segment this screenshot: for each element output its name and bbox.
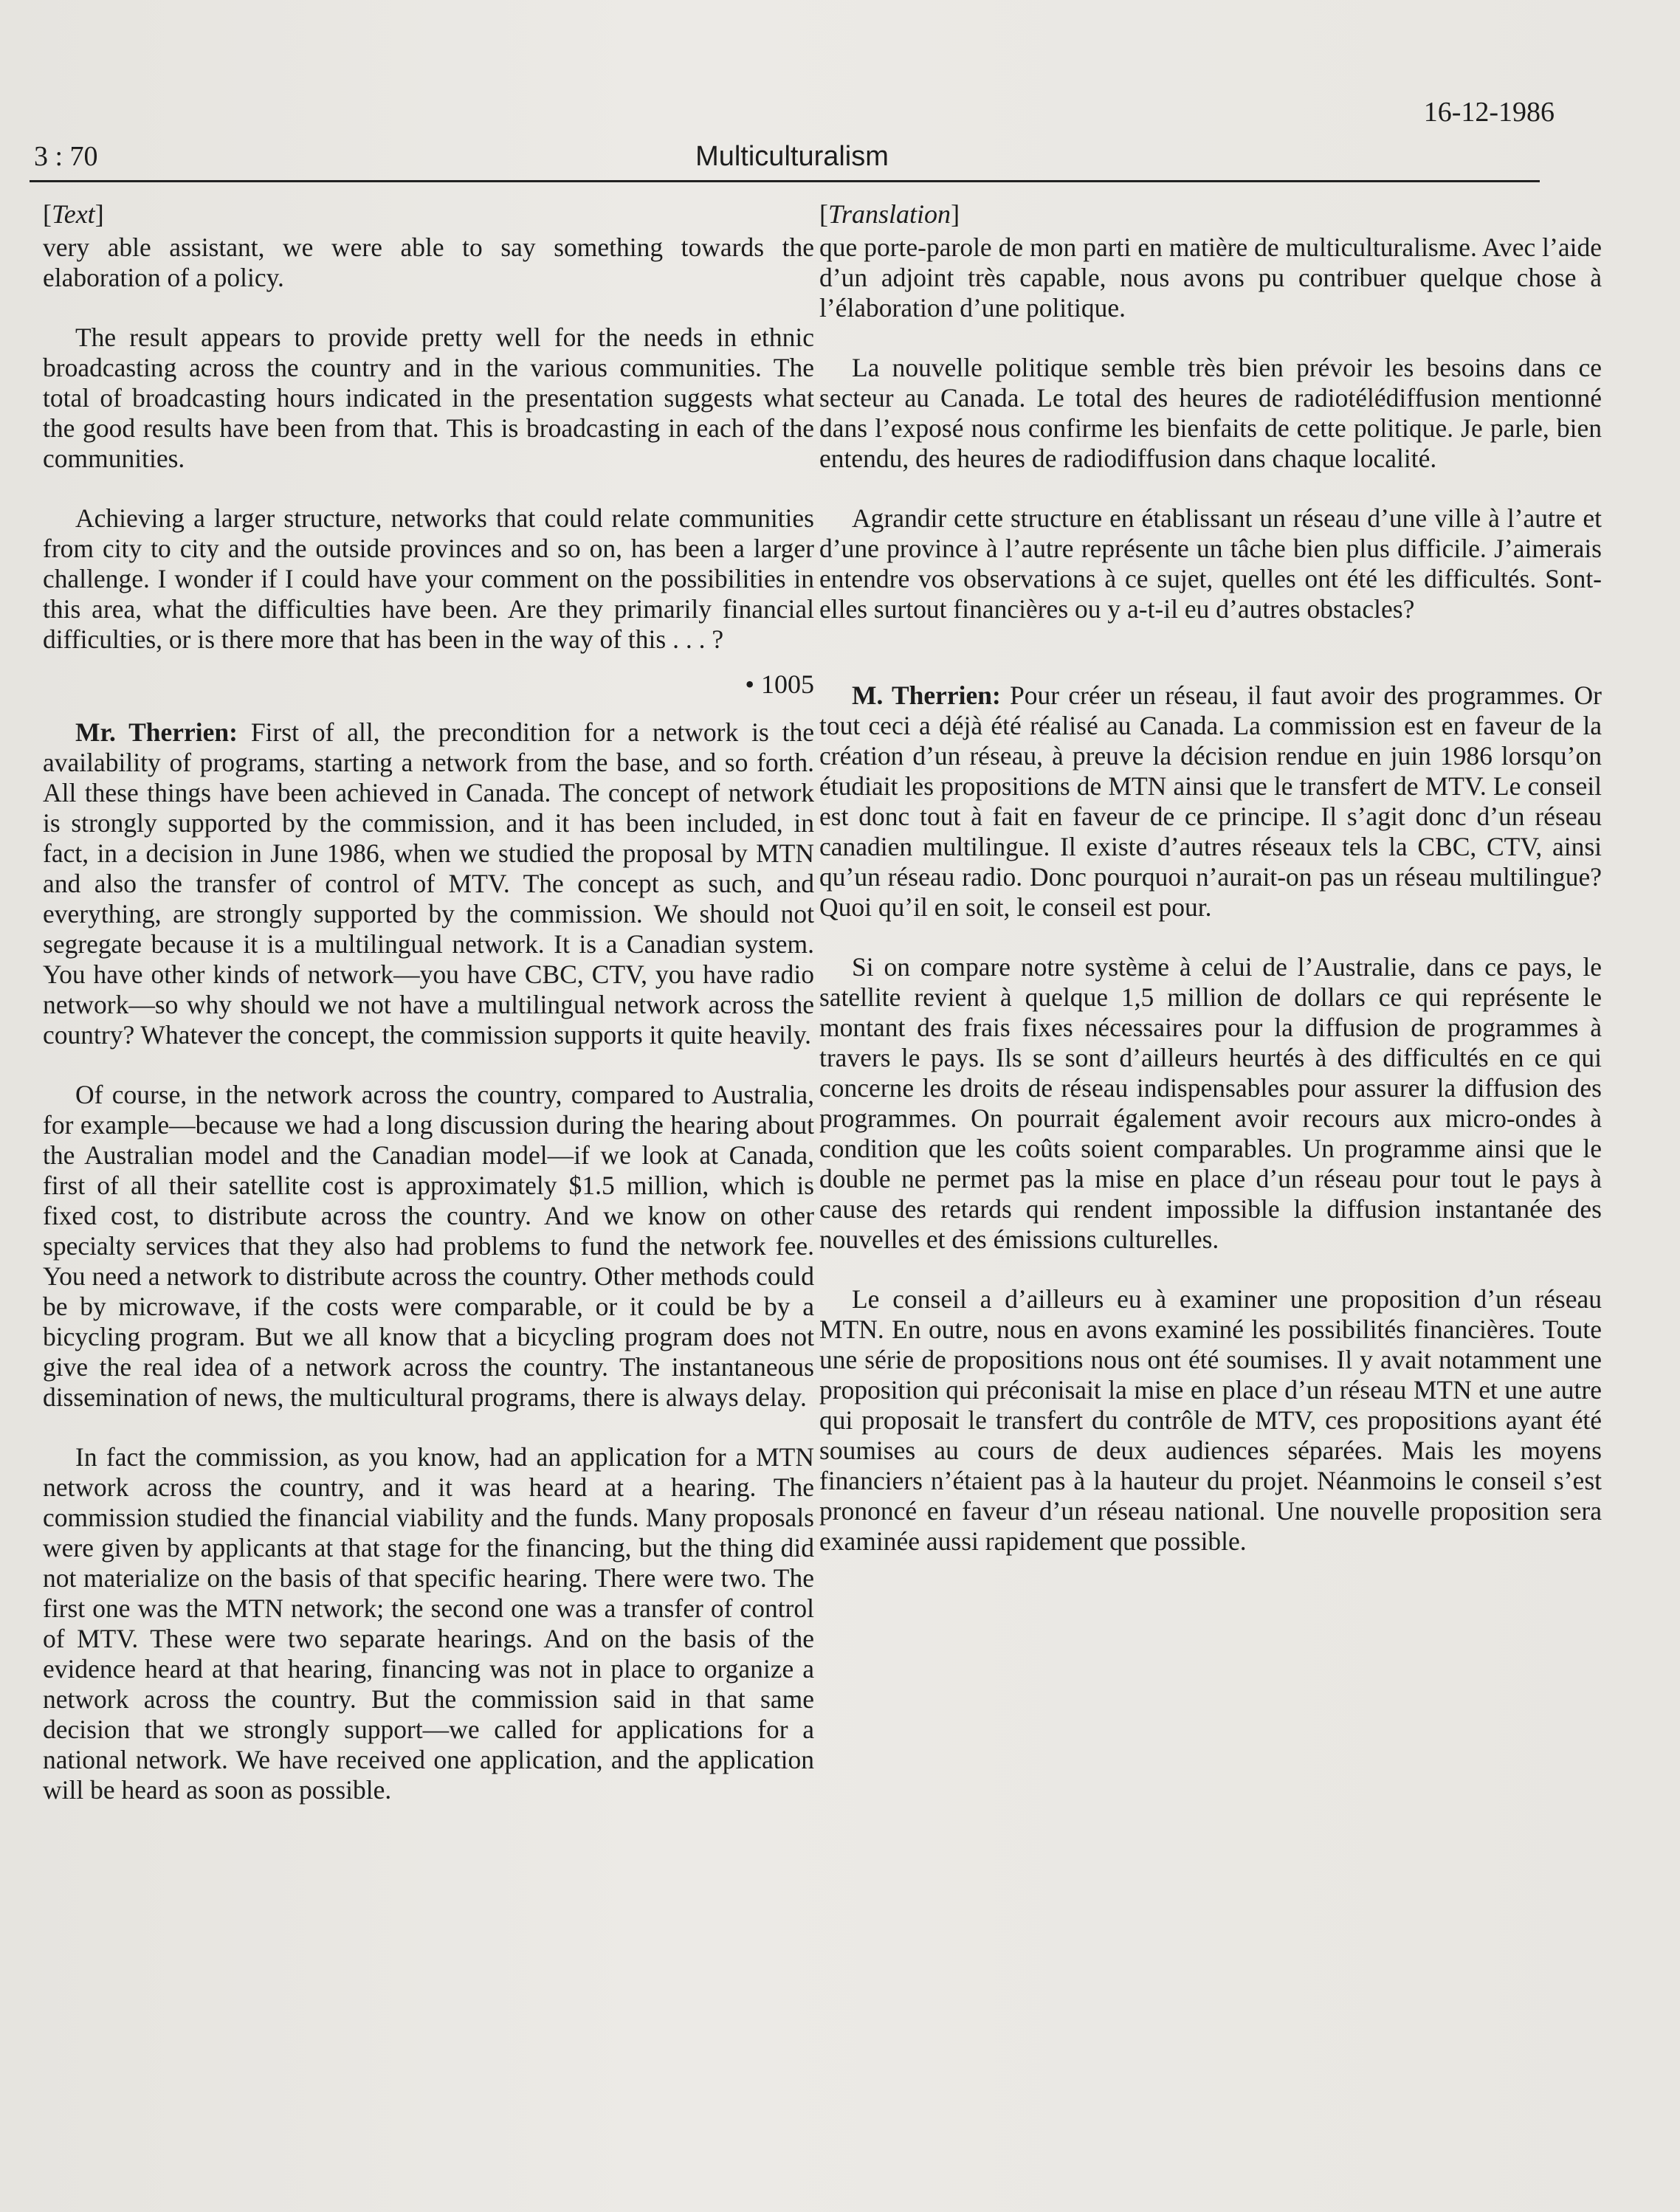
paragraph: Of course, in the network across the country, compared to Australia, for example—because we had a long discussion during the hearing about the Australian model and the Canadian model—if we look at Canada, first of all their satellite cost is approximately $1.5 million, which is fixed cost, to distribute across the country. And we know on other specialty services that they also had problems to fund the network fee. You need a network to distribute across the country. Other methods could be by microwave, if the costs were comparable, or it could be by a bicycling program. But we all know that a bicycling program does not give the real idea of a network across the country. The instantaneous dissemination of news, the multicultural programs, there is always delay. (43, 1080, 814, 1412)
section-tag: [Text] (43, 199, 104, 229)
timestamp: • 1005 (745, 669, 814, 699)
page-number: 3 : 70 (34, 141, 98, 172)
english-column (43, 199, 814, 1835)
speaker-name: Mr. Therrien: (75, 717, 238, 747)
sitting-date: 16-12-1986 (1423, 97, 1555, 128)
paragraph: Agrandir cette structure en établissant un réseau d’une ville à l’autre et d’une province à l’autre représente un tâche bien plus difficile. J’aimerais entendre vos observations à ce sujet, quelles ont été les difficultés. Sont-elles surtout financières ou y a-t-il eu d’autres obstacles? (819, 503, 1602, 624)
french-column (819, 199, 1602, 1586)
speech-text: First of all, the precondition for a network is the availability of programs, starting a network from the base, and so forth. All these things have been achieved in Canada. The concept of network is strongly supported by the commission, and it has been included, in fact, in a decision in June 1986, when we studied the proposal by MTN and also the transfer of control of MTV. The concept as such, and everything, are strongly supported by the commission. We should not segregate because it is a multilingual network. It is a Canadian system. You have other kinds of network—you have CBC, CTV, you have radio network—so why should we not have a multilingual network across the country? Whatever the concept, the commission supports it quite heavily. (43, 717, 815, 1050)
paragraph: Si on compare notre système à celui de l’Australie, dans ce pays, le satellite revient à quelque 1,5 million de dollars ce qui représente le montant des frais fixes nécessaires pour la diffusion de programmes à travers le pays. Ils se sont d’ailleurs heurtés à des difficultés en ce qui concerne les droits de réseau indispensables pour assurer la diffusion des programmes. On pourrait également avoir recours aux micro-ondes à condition que les coûts soient comparables. Un programme ainsi que le double ne permet pas la mise en place d’un réseau pour tout le pays à cause des retards qui rendent impossible la diffusion instantanée des nouvelles et des émissions culturelles. (819, 952, 1602, 1254)
paragraph (43, 717, 814, 1050)
speaker-name: M. Therrien: (852, 681, 1001, 710)
spacer (819, 654, 1602, 681)
paragraph: Le conseil a d’ailleurs eu à examiner une proposition d’un réseau MTN. En outre, nous en avons examiné les possibilités financières. Toute une série de propositions nous ont été soumises. Il y avait notamment une proposition qui préconisait la mise en place d’un réseau MTN et une autre qui proposait le transfert du contrôle de MTV, ces propositions ayant été soumises au cours de deux audiences séparées. Mais les moyens financiers n’étaient pas à la hauteur du projet. Néanmoins le conseil s’est prononcé en faveur d’un réseau national. Une nouvelle proposition sera examinée aussi rapidement que possible. (819, 1284, 1602, 1556)
paragraph: que porte-parole de mon parti en matière de multiculturalisme. Avec l’aide d’un adjoint très capable, nous avons pu contribuer quelque chose à l’élaboration d’une politique. (819, 232, 1602, 323)
paragraph: very able assistant, we were able to say something towards the elaboration of a policy. (43, 232, 814, 292)
running-title: Multiculturalism (695, 141, 889, 172)
header-rule (30, 180, 1540, 182)
speech-text: Pour créer un réseau, il faut avoir des programmes. Or tout ceci a déjà été réalisé au Canada. La commission est en faveur de la création d’un réseau, à preuve la décision rendue en juin 1986 lorsqu’on étudiait les propositions de MTN ainsi que le transfert de MTV. Le conseil est donc tout à fait en faveur de ce principe. Il s’agit donc d’un réseau canadien multilingue. Il existe d’autres réseaux tels la CBC, CTV, ainsi qu’un réseau radio. Donc pourquoi n’aurait-on pas un réseau multilingue? Quoi qu’il en soit, le conseil est pour. (819, 681, 1602, 922)
section-tag: [Translation] (819, 199, 960, 229)
page-header (30, 96, 1555, 177)
paragraph: Achieving a larger structure, networks that could relate communities from city to city and the outside provinces and so on, has been a larger challenge. I wonder if I could have your comment on the possibilities in this area, what the difficulties have been. Are they primarily financial difficulties, or is there more that has been in the way of this . . . ? (43, 503, 814, 654)
paragraph: In fact the commission, as you know, had an application for a MTN network across the country, and it was heard at a hearing. The commission studied the financial viability and the funds. Many proposals were given by applicants at that stage for the financing, but the thing did not materialize on the basis of that specific hearing. There were two. The first one was the MTN network; the second one was a transfer of control of MTV. These were two separate hearings. And on the basis of the evidence heard at that hearing, financing was not in place to organize a network across the country. But the commission said in that same decision that we strongly support—we called for applications for a national network. We have received one application, and the application will be heard as soon as possible. (43, 1442, 814, 1805)
paragraph: The result appears to provide pretty well for the needs in ethnic broadcasting across the country and in the various communities. The total of broadcasting hours indicated in the presentation suggests what the good results have been from that. This is broadcasting in each of the communities. (43, 323, 814, 473)
paragraph: La nouvelle politique semble très bien prévoir les besoins dans ce secteur au Canada. Le total des heures de radiotélédiffusion mentionné dans l’exposé nous confirme les bienfaits de cette politique. Je parle, bien entendu, des heures de radiodiffusion dans chaque localité. (819, 353, 1602, 473)
paragraph (819, 681, 1602, 923)
